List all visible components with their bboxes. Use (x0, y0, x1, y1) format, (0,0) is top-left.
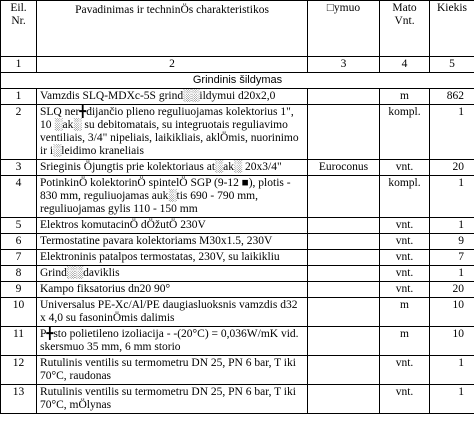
table-row (1, 298, 474, 327)
header-qty: Kiekis (430, 1, 474, 57)
row-name: Elektros komutacinÖ dÖžutÖ 230V (37, 218, 308, 234)
row-number: 5 (1, 218, 37, 234)
row-maker (308, 234, 380, 250)
row-number: 10 (1, 298, 37, 327)
row-unit: vnt. (380, 160, 430, 176)
index-cell: 2 (37, 57, 308, 73)
row-number: 13 (1, 385, 37, 414)
index-cell: 3 (308, 57, 380, 73)
row-name: Vamzdis SLQ-MDXc-5S grind░░ildymui d20x2,0 (37, 89, 308, 105)
row-number: 12 (1, 356, 37, 385)
row-unit: vnt. (380, 385, 430, 414)
row-name: Grind░░daviklis (37, 266, 308, 282)
index-row (1, 57, 474, 73)
row-unit: m (380, 327, 430, 356)
row-name: Rutulinis ventilis su termometru DN 25, PN 6 bar, T iki 70°C, mÖlynas (37, 385, 308, 414)
header-no: Eil. Nr. (1, 1, 37, 57)
row-unit: vnt. (380, 282, 430, 298)
table-row (1, 218, 474, 234)
table-row (1, 89, 474, 105)
row-quantity: 1 (430, 176, 474, 218)
row-unit: m (380, 89, 430, 105)
row-number: 7 (1, 250, 37, 266)
row-name: Kampo fiksatorius dn20 90° (37, 282, 308, 298)
row-unit: vnt. (380, 250, 430, 266)
row-unit: vnt. (380, 234, 430, 250)
row-unit: kompl. (380, 176, 430, 218)
row-maker (308, 89, 380, 105)
table-row (1, 385, 474, 414)
index-cell: 5 (430, 57, 474, 73)
row-name: Srieginis Öjungtis prie kolektoriaus at░ak░ 20x3/4" (37, 160, 308, 176)
row-maker (308, 176, 380, 218)
header-maker: □ymuo (308, 1, 380, 57)
header-row (1, 1, 474, 57)
row-number: 11 (1, 327, 37, 356)
row-quantity: 10 (430, 298, 474, 327)
row-unit: vnt. (380, 356, 430, 385)
table-row (1, 327, 474, 356)
row-number: 2 (1, 105, 37, 160)
table-row (1, 266, 474, 282)
row-quantity: 20 (430, 282, 474, 298)
table-row (1, 250, 474, 266)
row-name: PotinkinÖ kolektorinÖ spintelÖ SGP (9-12 ■), plotis - 830 mm, reguliuojamas auk░tis 690 - 790 mm, reguliuojamas gylis 110 - 150 mm (37, 176, 308, 218)
row-maker (308, 266, 380, 282)
row-quantity: 1 (430, 218, 474, 234)
row-name: Elektroninis patalpos termostatas, 230V, su laikikliu (37, 250, 308, 266)
row-number: 9 (1, 282, 37, 298)
row-maker (308, 385, 380, 414)
index-cell: 1 (1, 57, 37, 73)
row-number: 6 (1, 234, 37, 250)
row-unit: m (380, 298, 430, 327)
row-name: Universalus PE-Xc/Al/PE daugiasluoksnis vamzdis d32 x 4,0 su fasoninÖmis dalimis (37, 298, 308, 327)
row-quantity: 10 (430, 327, 474, 356)
table-row (1, 356, 474, 385)
row-number: 8 (1, 266, 37, 282)
row-number: 1 (1, 89, 37, 105)
row-quantity: 20 (430, 160, 474, 176)
table-row (1, 105, 474, 160)
row-maker (308, 105, 380, 160)
index-cell: 4 (380, 57, 430, 73)
row-quantity: 1 (430, 356, 474, 385)
table-body (1, 89, 474, 414)
row-maker (308, 250, 380, 266)
row-maker (308, 218, 380, 234)
row-maker (308, 298, 380, 327)
row-name: P╋sto polietileno izoliacija - -(20°C) = 0,036W/mK vid. skersmuo 35 mm, 6 mm storio (37, 327, 308, 356)
table-row (1, 234, 474, 250)
header-unit: Mato Vnt. (380, 1, 430, 57)
row-number: 4 (1, 176, 37, 218)
row-maker (308, 282, 380, 298)
row-quantity: 1 (430, 105, 474, 160)
section-title: Grindinis šildymas (1, 73, 474, 89)
row-number: 3 (1, 160, 37, 176)
row-quantity: 9 (430, 234, 474, 250)
table-row (1, 160, 474, 176)
row-quantity: 1 (430, 385, 474, 414)
row-unit: kompl. (380, 105, 430, 160)
table-row (1, 282, 474, 298)
row-name: SLQ ner╋dijančio plieno reguliuojamas kolektorius 1", 10 ░ak░ su debitomatais, su integruotais reguliavimo ventiliais, 3/4" nipeliais, laikikliais, aklÖmis, nuorinimo ir i░leidimo kraneliais (37, 105, 308, 160)
row-quantity: 1 (430, 266, 474, 282)
header-name: Pavadinimas ir techninÖs charakteristikos (37, 1, 308, 57)
row-name: Termostatine pavara kolektoriams M30x1.5, 230V (37, 234, 308, 250)
row-unit: vnt. (380, 266, 430, 282)
row-name: Rutulinis ventilis su termometru DN 25, PN 6 bar, T iki 70°C, raudonas (37, 356, 308, 385)
row-maker (308, 356, 380, 385)
table-row (1, 176, 474, 218)
section-row (1, 73, 474, 89)
row-maker (308, 327, 380, 356)
row-maker: Euroconus (308, 160, 380, 176)
row-quantity: 7 (430, 250, 474, 266)
row-unit: vnt. (380, 218, 430, 234)
row-quantity: 862 (430, 89, 474, 105)
